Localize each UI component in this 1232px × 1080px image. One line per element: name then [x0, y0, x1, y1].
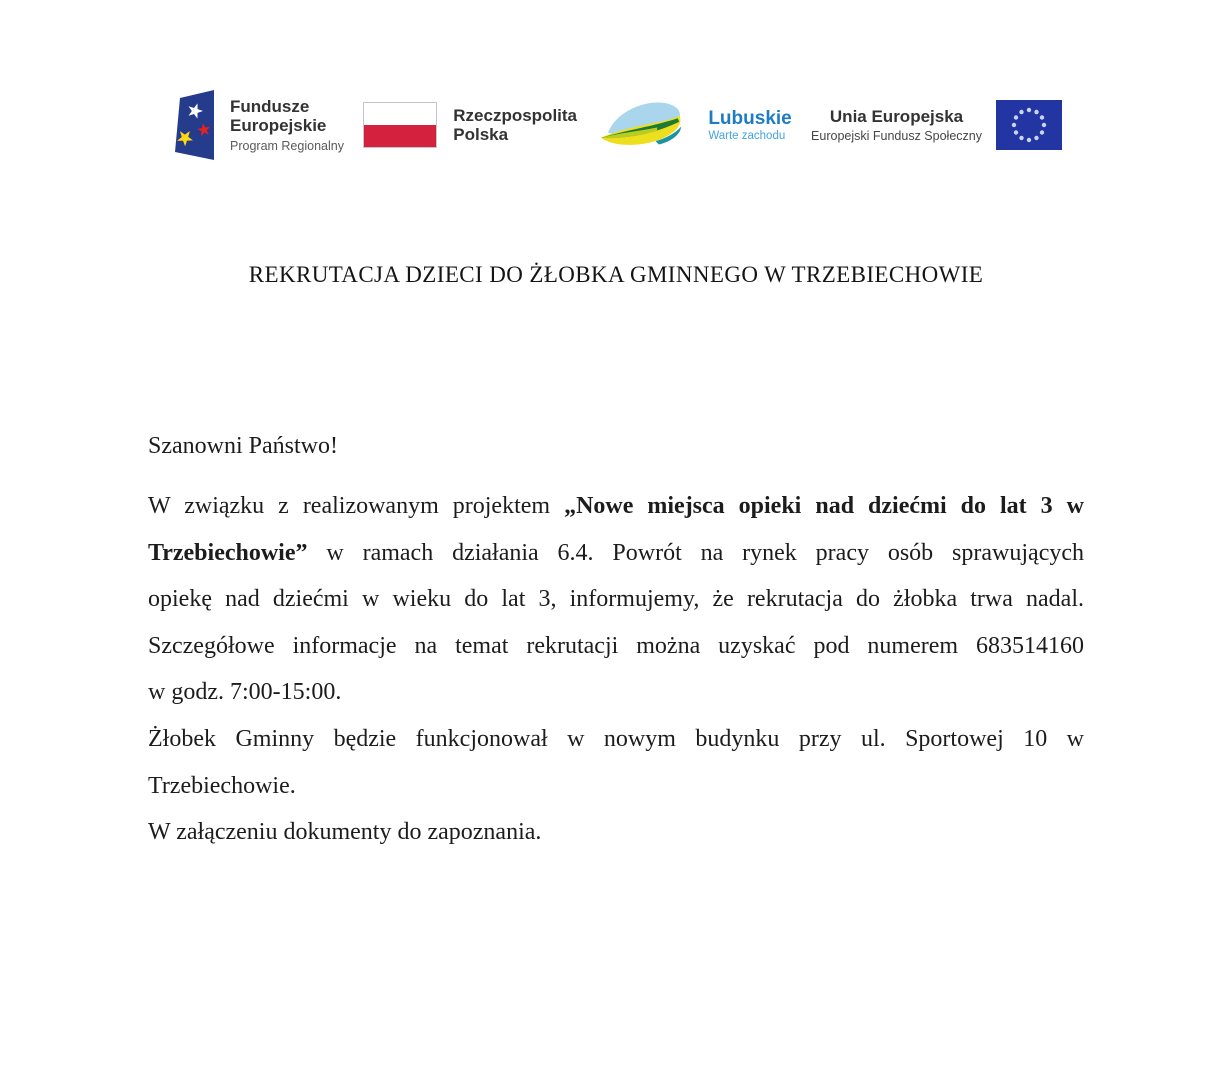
letter-text: Żłobek Gminny będzie funkcjonował w nowym budynku przy ul. Sportowej 10 w	[148, 725, 1084, 752]
letter-paragraphs	[148, 483, 1084, 856]
letter-line	[148, 483, 1084, 530]
poland-flag-red	[364, 125, 436, 147]
poland-flag-icon	[363, 102, 437, 148]
letter-line	[148, 669, 1084, 716]
letter-text: W załączeniu dokumenty do zapoznania.	[148, 819, 542, 846]
letter-body	[148, 423, 1084, 856]
unia-name: Unia Europejska	[829, 107, 964, 126]
logo-fundusze-europejskie	[172, 89, 344, 161]
poland-flag-white	[364, 103, 436, 125]
logo-lubuskie	[596, 95, 791, 155]
letter-text: opiekę nad dziećmi w wieku do lat 3, informujemy, że rekrutacja do żłobka trwa nadal.	[148, 586, 1084, 613]
letter-line	[148, 623, 1084, 670]
letter-text: Szczegółowe informacje na temat rekrutacji można uzyskać pod numerem 683514160	[148, 632, 1084, 659]
unia-subtitle: Europejski Fundusz Społeczny	[811, 129, 982, 143]
polska-name-line2: Polska	[453, 125, 509, 144]
letter-text: W związku z realizowanym projektem	[148, 493, 565, 519]
logo-unia-europejska	[811, 100, 1062, 150]
eu-flag-icon	[996, 100, 1062, 150]
logo-rzeczpospolita-polska	[363, 102, 577, 148]
lubuskie-name: Lubuskie	[708, 107, 792, 129]
document-title: REKRUTACJA DZIECI DO ŻŁOBKA GMINNEGO W TRZEBIECHOWIE	[248, 262, 984, 288]
fundusze-subtitle: Program Regionalny	[230, 139, 344, 153]
fundusze-europejskie-flag-icon	[172, 89, 216, 161]
letter-line	[148, 763, 1084, 810]
lubuskie-subtitle: Warte zachodu	[708, 129, 786, 142]
letter-line	[148, 530, 1084, 577]
letter-text: w godz. 7:00-15:00.	[148, 679, 342, 706]
letter-line	[148, 809, 1084, 856]
letter-text-bold: Trzebiechowie”	[148, 539, 308, 566]
letter-line	[148, 716, 1084, 763]
polska-name-line1: Rzeczpospolita	[453, 106, 578, 125]
letter-text: w ramach działania 6.4. Powrót na rynek pracy osób sprawujących	[307, 539, 1084, 566]
letter-text: Trzebiechowie.	[148, 772, 296, 799]
fundusze-name-line2: Europejskie	[230, 116, 327, 135]
fundusze-name-line1: Fundusze	[230, 97, 310, 116]
letter-greeting: Szanowni Państwo!	[148, 433, 338, 459]
letter-text-bold: „Nowe miejsca opieki nad dziećmi do lat 3 w	[564, 493, 1084, 519]
lubuskie-leaf-icon	[596, 95, 698, 155]
funding-logo-bar	[172, 84, 1062, 166]
letter-line	[148, 576, 1084, 623]
